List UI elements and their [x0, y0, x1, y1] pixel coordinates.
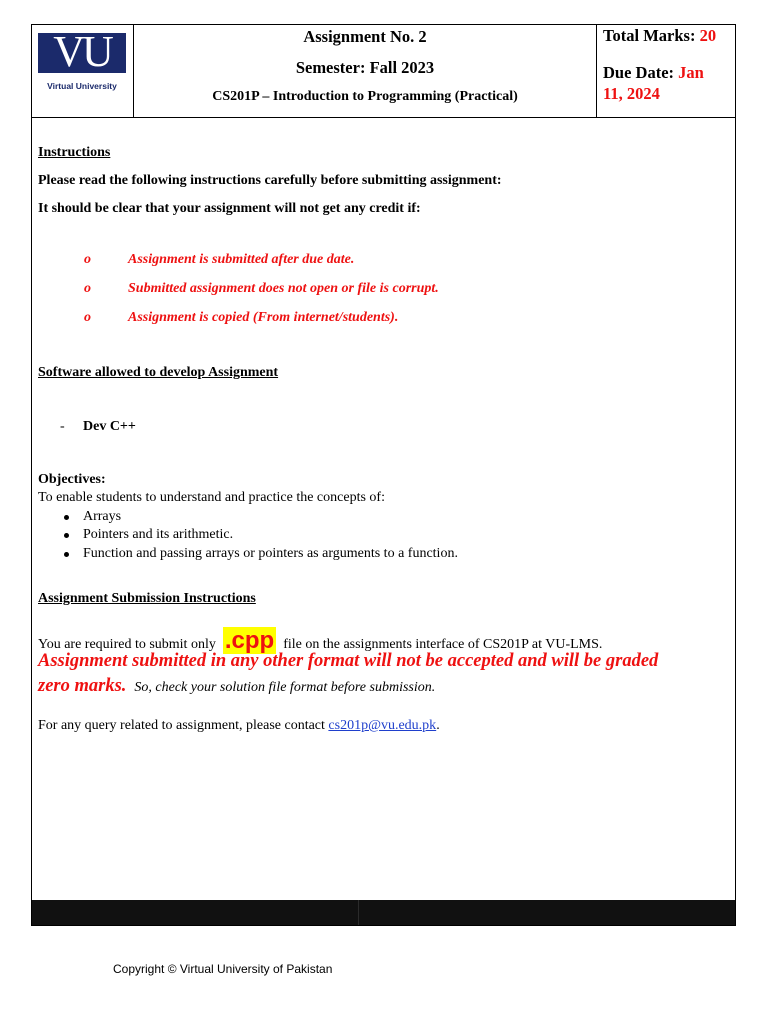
title-cell [134, 25, 597, 117]
instructions-heading: Instructions [38, 145, 111, 160]
objectives-heading: Objectives: [38, 472, 106, 487]
footer-bar [32, 900, 735, 925]
query-line [38, 718, 440, 734]
due-date-value-2: 11, 2024 [603, 84, 660, 103]
total-marks-label: Total Marks: [603, 26, 700, 45]
objective-item: Function and passing arrays or pointers as arguments to a function. [83, 546, 458, 561]
logo-subtitle: Virtual University [47, 81, 117, 91]
course-title: CS201P – Introduction to Programming (Practical) [212, 89, 518, 104]
due-date-value-1: Jan [678, 63, 704, 82]
copyright-text: Copyright © Virtual University of Pakistan [113, 962, 333, 976]
contact-email-link[interactable]: cs201p@vu.edu.pk [328, 718, 437, 733]
assignment-page [31, 24, 736, 926]
software-heading: Software allowed to develop Assignment [38, 365, 279, 380]
objective-item: Arrays [83, 509, 122, 524]
vu-logo [36, 27, 128, 93]
due-date [603, 62, 731, 104]
marks-cell [597, 25, 735, 117]
header-table [32, 25, 735, 118]
instructions-line-1: Please read the following instructions carefully before submitting assignment: [38, 173, 502, 188]
submission-warning-2: zero marks. [38, 676, 127, 696]
logo-text: VU [53, 27, 111, 76]
condition-item: Assignment is copied (From internet/students). [128, 310, 399, 325]
instructions-line-2: It should be clear that your assignment will not get any credit if: [38, 201, 421, 216]
submission-warning-1: Assignment submitted in any other format will not be accepted and will be graded [38, 651, 659, 671]
bullet-icon [64, 533, 69, 538]
software-dash: - [60, 419, 65, 434]
submission-pre: You are required to submit only [38, 637, 216, 652]
query-post: . [436, 718, 440, 733]
total-marks-value: 20 [699, 26, 717, 45]
submission-note: So, check your solution file format before submission. [134, 680, 436, 695]
semester: Semester: Fall 2023 [295, 58, 435, 77]
condition-bullet: o [84, 310, 91, 325]
assignment-number: Assignment No. 2 [303, 27, 427, 46]
objective-item: Pointers and its arithmetic. [83, 527, 234, 542]
footer-divider [358, 900, 359, 925]
logo-cell [32, 25, 134, 117]
submission-warning-line [38, 676, 435, 697]
submission-heading: Assignment Submission Instructions [38, 591, 256, 606]
condition-item: Submitted assignment does not open or file is corrupt. [128, 281, 439, 296]
bullet-icon [64, 515, 69, 520]
query-pre: For any query related to assignment, please contact [38, 718, 325, 733]
condition-bullet: o [84, 281, 91, 296]
due-date-label: Due Date: [603, 63, 679, 82]
condition-item: Assignment is submitted after due date. [128, 252, 355, 267]
objectives-intro: To enable students to understand and practice the concepts of: [38, 490, 385, 505]
bullet-icon [64, 552, 69, 557]
cpp-extension: .cpp [224, 627, 275, 654]
software-item: Dev C++ [83, 419, 136, 434]
condition-bullet: o [84, 252, 91, 267]
total-marks [603, 26, 716, 46]
submission-post: file on the assignments interface of CS201P at VU-LMS. [283, 637, 603, 652]
